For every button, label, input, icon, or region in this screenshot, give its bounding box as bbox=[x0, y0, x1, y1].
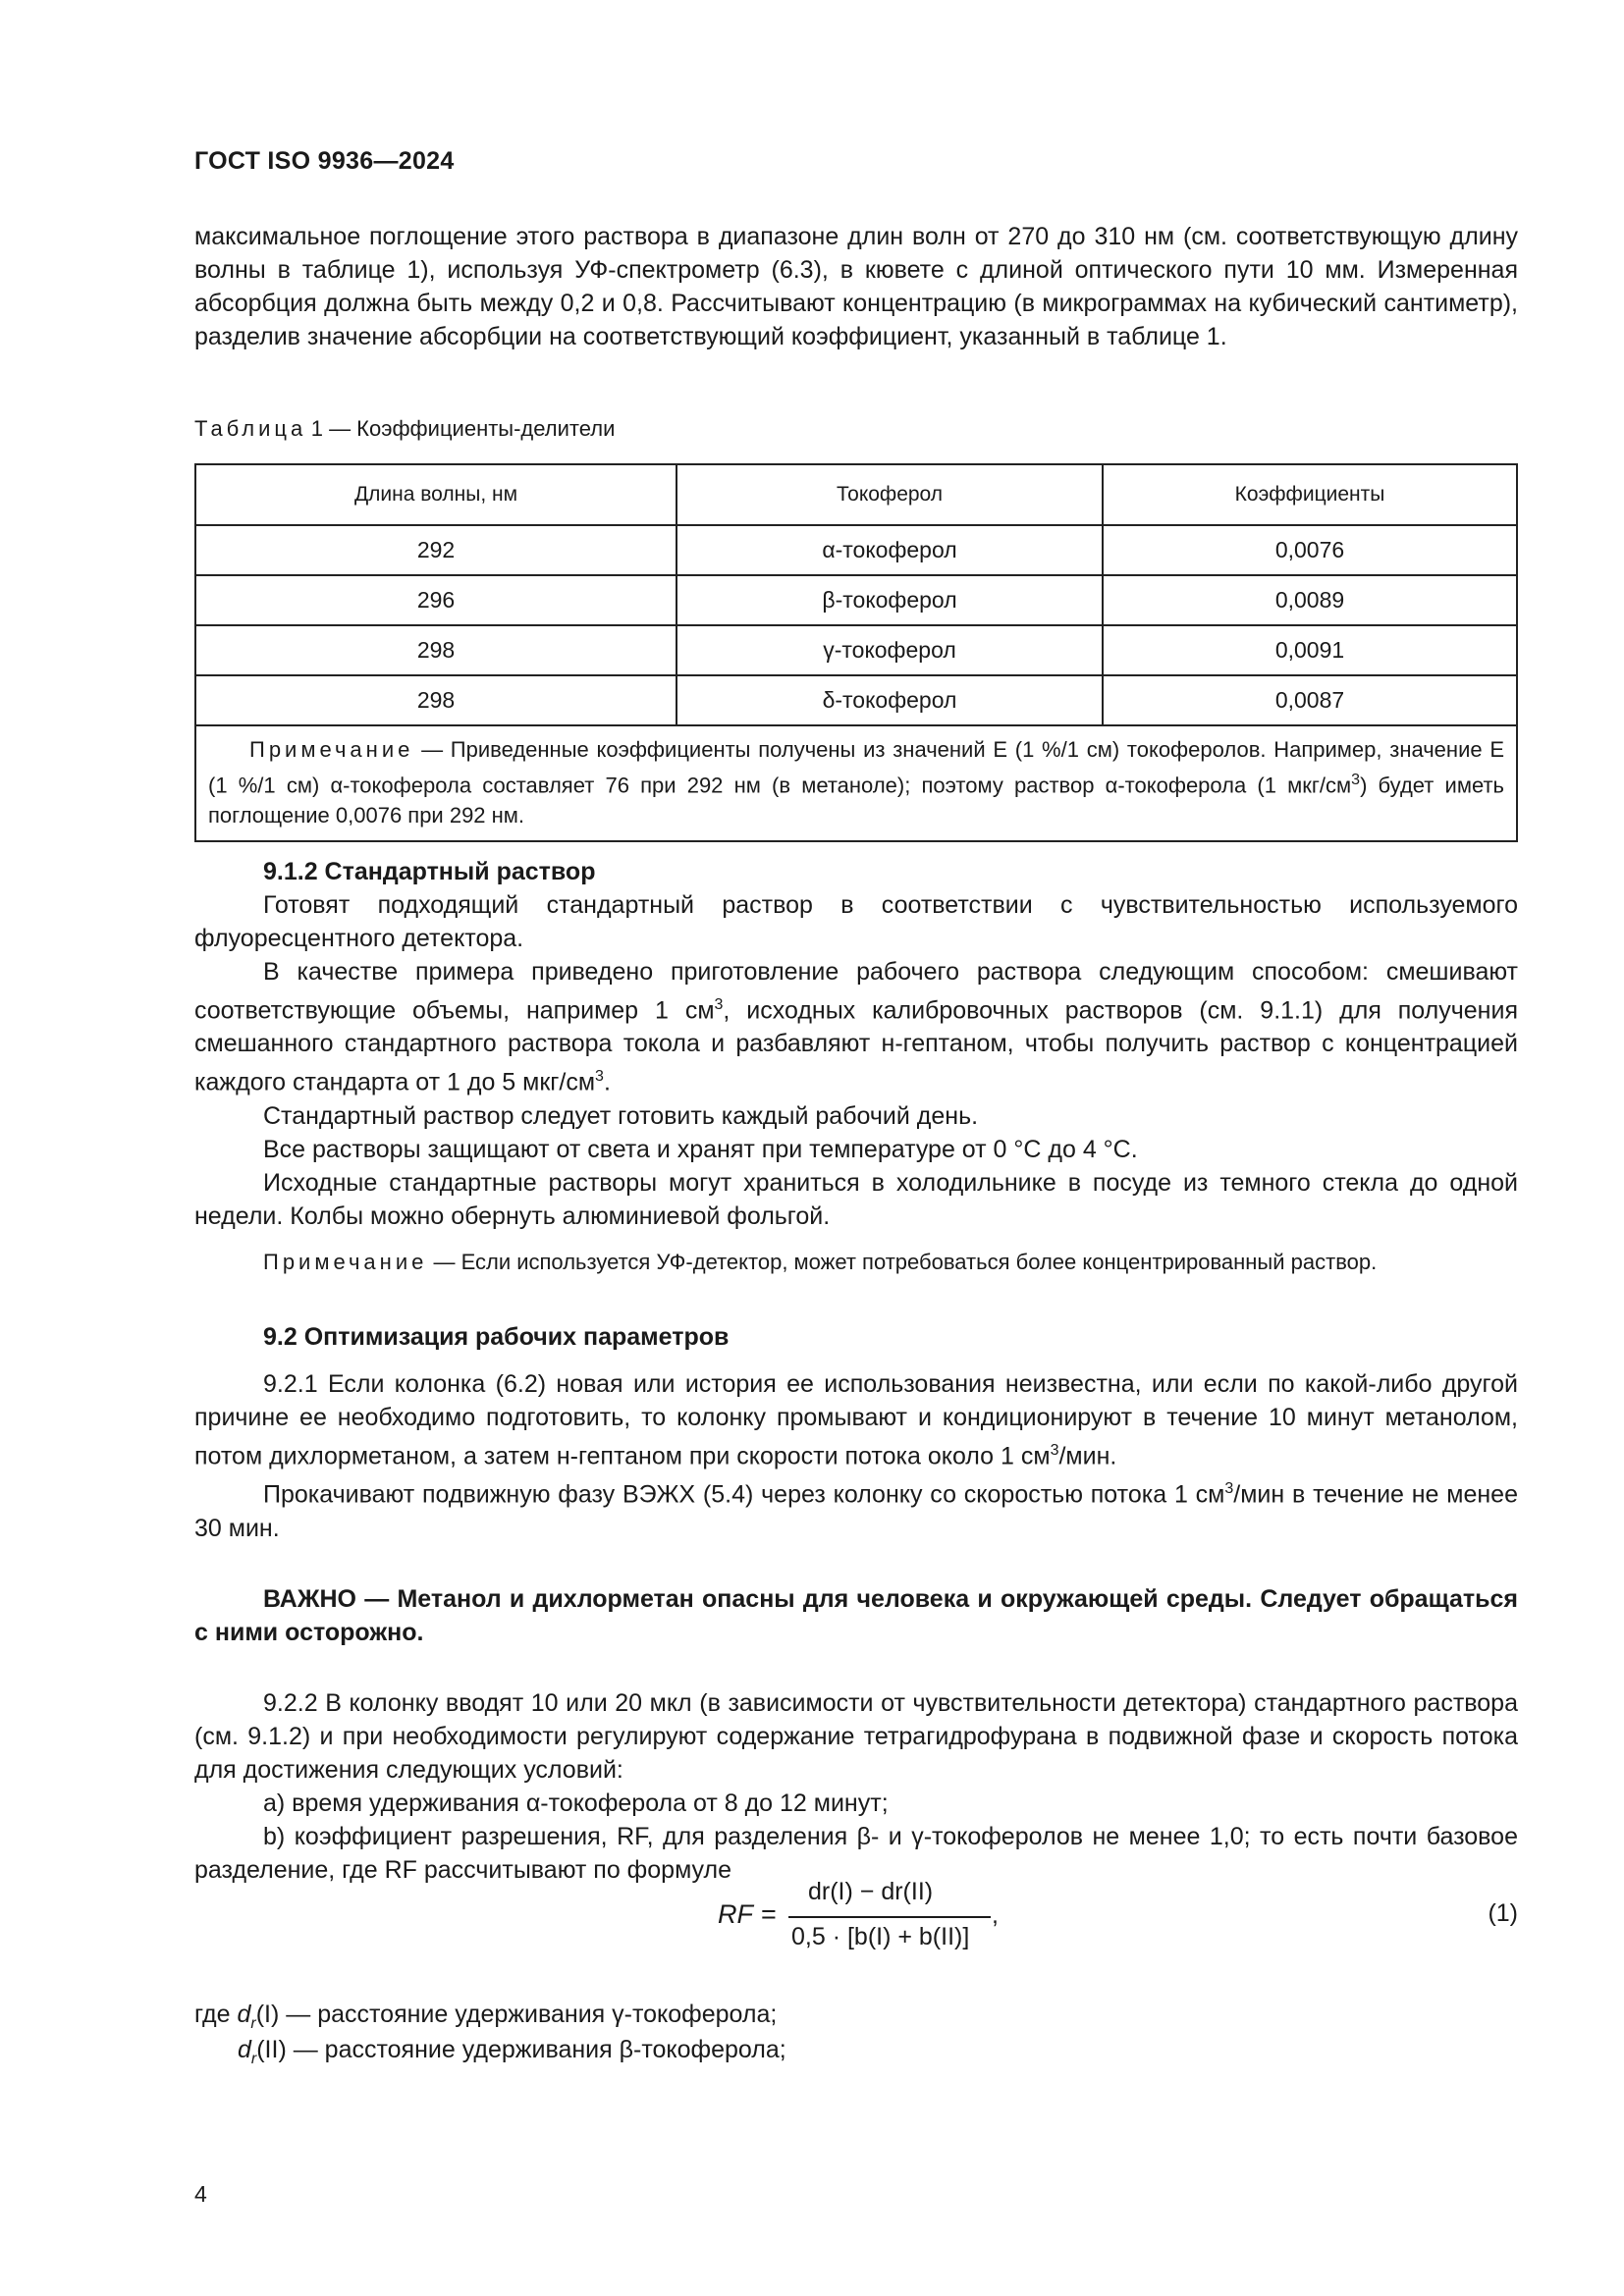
coefficients-table bbox=[194, 463, 1518, 842]
p921-text-b: /мин. bbox=[1058, 1442, 1117, 1470]
table-row bbox=[195, 675, 1517, 725]
intro-paragraph: максимальное поглощение этого раствора в диапазоне длин волн от 270 до 310 нм (см. соответствующую длину волны в таблице 1), используя УФ-спектрометр (6.3), в кювете с длиной оптического пути 10 мм. Измеренная абсорбция должна быть между 0,2 и 0,8. Рассчитывают концентрацию (в микрограммах на кубический сантиметр), разделив значение абсорбции на соответствующий коэффициент, указанный в таблице 1. bbox=[194, 223, 1518, 350]
list-item-b: b) коэффициент разрешения, RF, для разделения β- и γ-токоферолов не менее 1,0; то есть почти базовое разделение, где RF рассчитывают по формуле bbox=[194, 1822, 1518, 1884]
where-lead: где bbox=[194, 2001, 231, 2028]
table-note-text-1: — Приведенные коэффициенты получены из значений Е (1 %/1 см) токоферолов. Например, значение Е (1 %/1 см) α-токоферола составляет 76 при 292 нм (в метаноле); поэтому раствор α-токоферола (1 мкг/см bbox=[208, 737, 1504, 798]
cell-coefficient: 0,0076 bbox=[1103, 525, 1517, 575]
formula-rf bbox=[194, 1878, 1518, 1966]
header-coefficient: Коэффициенты bbox=[1103, 464, 1517, 525]
cell-tocopherol: δ-токоферол bbox=[677, 675, 1103, 725]
where-line-2 bbox=[238, 2033, 786, 2076]
cell-wavelength: 298 bbox=[195, 625, 677, 675]
table-caption-title: 1 — Коэффициенты-делители bbox=[310, 416, 616, 441]
section-9-1-2-note bbox=[194, 1247, 1518, 1277]
p921-sup: 3 bbox=[1050, 1442, 1059, 1459]
table-note-sup: 3 bbox=[1351, 772, 1361, 788]
page-number: 4 bbox=[194, 2181, 207, 2207]
where-arg-2: (II) bbox=[256, 2036, 287, 2063]
section-9-2-p2 bbox=[194, 1472, 1518, 1544]
section-9-1-2-p1: Готовят подходящий стандартный раствор в соответствии с чувствительностью используемого флуоресцентного детектора. bbox=[194, 891, 1518, 952]
section-9-1-2-heading: 9.1.2 Стандартный раствор bbox=[263, 858, 596, 885]
table-note-text-2: ) будет иметь поглощение 0,0076 при 292 нм. bbox=[208, 773, 1504, 828]
cell-tocopherol: α-токоферол bbox=[677, 525, 1103, 575]
list-item-a: a) время удерживания α-токоферола от 8 до 12 минут; bbox=[263, 1789, 889, 1817]
section-9-1-2 bbox=[194, 855, 1518, 1277]
cell-tocopherol: γ-токоферол bbox=[677, 625, 1103, 675]
section-9-2-heading: 9.2 Оптимизация рабочих параметров bbox=[263, 1323, 730, 1351]
p921-text-a: 9.2.1 Если колонка (6.2) новая или история ее использования неизвестна, или если по какой-либо другой причине ее необходимо подготовить, то колонку промывают и кондиционируют в течение 10 минут метанолом, потом дихлорметаном, а затем н-гептаном при скорости потока около 1 см bbox=[194, 1370, 1518, 1470]
table-caption-label: Таблица bbox=[194, 416, 307, 441]
note-label: Примечание bbox=[263, 1249, 428, 1274]
intro-paragraph-block bbox=[194, 220, 1518, 353]
formula-lhs: RF bbox=[718, 1899, 753, 1929]
table-caption bbox=[194, 416, 1518, 442]
table-row bbox=[195, 525, 1517, 575]
formula-equals: = bbox=[761, 1899, 777, 1929]
p92-text-a: Прокачивают подвижную фазу ВЭЖХ (5.4) через колонку со скоростью потока 1 см bbox=[263, 1480, 1225, 1509]
warning-paragraph: ВАЖНО — Метанол и дихлорметан опасны для человека и окружающей среды. Следует обращаться с ними осторожно. bbox=[194, 1584, 1518, 1646]
where-symbol-1: d bbox=[237, 2001, 251, 2028]
cell-coefficient: 0,0091 bbox=[1103, 625, 1517, 675]
table-header-row bbox=[195, 464, 1517, 525]
coefficients-table-wrap bbox=[194, 463, 1518, 842]
cell-coefficient: 0,0089 bbox=[1103, 575, 1517, 625]
p2-sup-2: 3 bbox=[595, 1068, 604, 1086]
header-tocopherol: Токоферол bbox=[677, 464, 1103, 525]
where-arg-1: (I) bbox=[255, 2001, 280, 2028]
section-9-1-2-p3: Стандартный раствор следует готовить каждый рабочий день. bbox=[263, 1101, 979, 1130]
cell-wavelength: 292 bbox=[195, 525, 677, 575]
p2-sup-1: 3 bbox=[714, 996, 724, 1013]
section-9-2-1 bbox=[194, 1367, 1518, 1472]
section-9-1-2-p4: Все растворы защищают от света и хранят при температуре от 0 °С до 4 °С. bbox=[263, 1135, 1138, 1163]
p2-text-c: . bbox=[603, 1068, 611, 1096]
section-9-2 bbox=[194, 1320, 1518, 1887]
p92-sup: 3 bbox=[1224, 1480, 1234, 1498]
note-text: — Если используется УФ-детектор, может потребоваться более концентрированный раствор. bbox=[427, 1249, 1378, 1274]
cell-tocopherol: β-токоферол bbox=[677, 575, 1103, 625]
formula-number: (1) bbox=[1488, 1899, 1518, 1927]
p2-text-b: , исходных калибровочных растворов (см. 9.1.1) для получения смешанного стандартного раствора токола и разбавляют н-гептаном, чтобы получить раствор с концентрацией каждого стандарта от 1 до 5 мкг/см bbox=[194, 996, 1518, 1096]
table-note bbox=[195, 725, 1517, 841]
document-page bbox=[194, 0, 1518, 2296]
cell-wavelength: 296 bbox=[195, 575, 677, 625]
table-row bbox=[195, 575, 1517, 625]
p92-text-b: /мин в течение не менее 30 мин. bbox=[194, 1480, 1518, 1542]
table-row bbox=[195, 625, 1517, 675]
standard-code-header: ГОСТ ISO 9936—2024 bbox=[194, 147, 455, 175]
section-9-2-2: 9.2.2 В колонку вводят 10 или 20 мкл (в зависимости от чувствительности детектора) стандартного раствора (см. 9.1.2) и при необходимости регулируют содержание тетрагидрофурана в подвижной фазе и скорость потока для достижения следующих условий: bbox=[194, 1688, 1518, 1784]
where-desc-1: — расстояние удерживания γ-токоферола; bbox=[279, 2001, 778, 2028]
where-subscript-2: r bbox=[250, 2051, 257, 2067]
formula-comma: , bbox=[992, 1901, 999, 1929]
where-desc-2: — расстояние удерживания β-токоферола; bbox=[286, 2036, 786, 2063]
formula-numerator: dr(I) − dr(II) bbox=[808, 1878, 934, 1905]
p2-text-a: В качестве примера приведено приготовление рабочего раствора следующим способом: смешивают соответствующие объемы, например 1 см bbox=[194, 958, 1518, 1025]
table-note-label: Примечание bbox=[249, 737, 414, 762]
where-subscript-1: r bbox=[250, 2015, 256, 2032]
cell-coefficient: 0,0087 bbox=[1103, 675, 1517, 725]
cell-wavelength: 298 bbox=[195, 675, 677, 725]
header-wavelength: Длина волны, нм bbox=[195, 464, 677, 525]
table-note-row bbox=[195, 725, 1517, 841]
where-symbol-2: d bbox=[238, 2036, 251, 2063]
fraction-line bbox=[788, 1916, 991, 1918]
section-9-1-2-p2 bbox=[194, 955, 1518, 1099]
section-9-1-2-p5: Исходные стандартные растворы могут храниться в холодильнике в посуде из темного стекла до одной недели. Колбы можно обернуть алюминиевой фольгой. bbox=[194, 1168, 1518, 1230]
formula-denominator: 0,5 · [b(I) + b(II)] bbox=[791, 1923, 970, 1950]
